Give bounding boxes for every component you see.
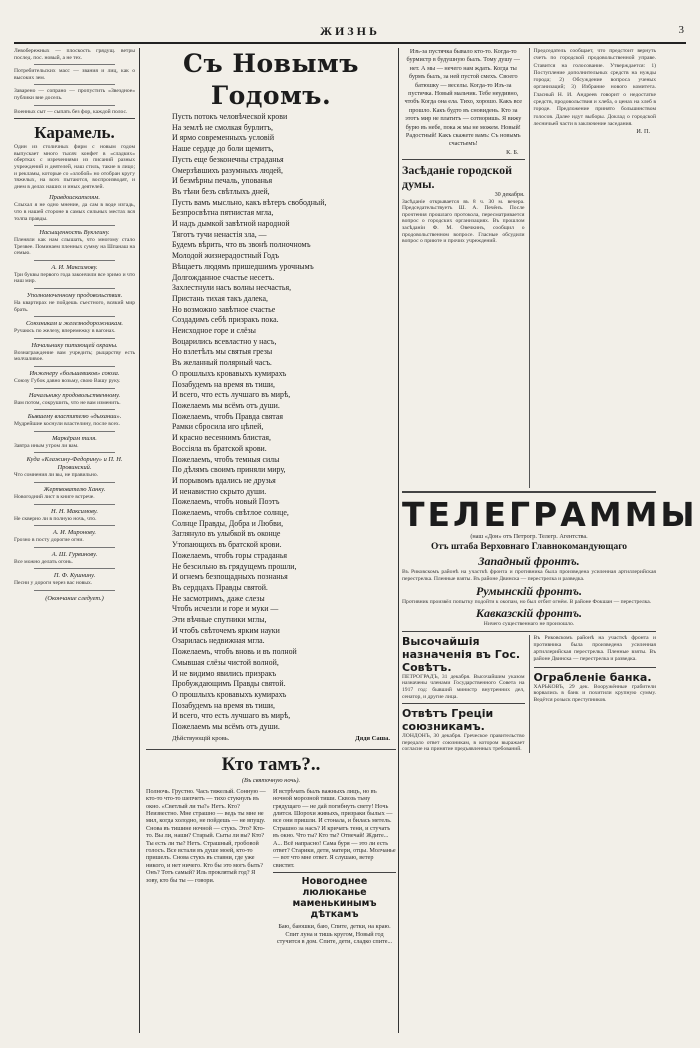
poem-line: Но взлетѣлъ мы святыя грезы (172, 347, 273, 357)
poem-line: Пожелаемъ, чтобъ вновь и въ полной (172, 647, 297, 657)
poem-line: Заглянуло въ улыбкой въ оконце (172, 529, 281, 539)
poem-line: Молодой жизнерадостный Годъ (172, 251, 279, 261)
romanian-front-title: Румынскій фронтъ. (476, 583, 582, 598)
poem-line: Пожелаемъ, чтобъ новый Поэтъ (172, 497, 280, 507)
caucasus-front-title: Кавказскій фронтъ. (475, 606, 583, 621)
duma-text: Засѣданіе открывается въ 8 ч. 30 м. вечера. Председательствуетъ Ш. А. Печёнъ. После прочтения прошлаго протокола, пересматривается вопрос о городских организациях. Въ прошлом засѣданіи Ф. М. Овечкинъ, сообщил о продовольственном вопросе. Гласные обсудили вопрос о приюте и прочих учреждений. (402, 198, 525, 245)
poem-line: Въ сердцахъ Правды святой. (172, 582, 268, 592)
verse-top-sig: К. Б. (506, 148, 519, 156)
dedication-text: Все можно делать огонь. (14, 558, 73, 565)
telegrams-left (402, 635, 525, 753)
telegrams-source: (наш «Дон» отъ Петрогр. Телегр. Агентства. (470, 533, 588, 540)
kto-tam-body (146, 788, 396, 946)
poem-line: Солнце Правды, Добра и Любви, (172, 518, 284, 528)
poem-author: Дядя Саша. (355, 734, 390, 742)
left-column (14, 48, 140, 1033)
dedication-text: Мудрейшие коснули властелину, после всех. (14, 421, 121, 428)
dedication-heading: Маркёрам тиля. (52, 434, 97, 442)
poem-line: Тяготъ тучи ненастія зла, — (172, 229, 267, 239)
dedication-text: Вам потом, сокрушить, что не вам изменить. (14, 399, 121, 406)
page-header (14, 22, 686, 44)
poem-line: Рамки сбросила иго цѣпей, (172, 422, 264, 432)
top-note: Военных сыт — сыпать без фор, каждой полос. (14, 108, 128, 115)
telegrams-title: ТЕЛЕГРАММЫ (402, 495, 698, 534)
poem-line: Наше сердце до боли щемитъ, (172, 144, 274, 154)
right-upper-right (529, 48, 657, 488)
telegrams-right (529, 635, 657, 753)
poem-line: Позабудемъ на время въ тиши, (172, 379, 275, 389)
poem-signature-left: Дѣйствующій кровь. (172, 734, 230, 742)
newspaper-title: ЖИЗНЬ (320, 24, 380, 38)
poem-line: Пожелаемъ, чтобъ Правда святая (172, 411, 283, 421)
telegrams-body (402, 635, 656, 753)
poem-line: И огнемъ безпощадныхъ познанья (172, 572, 288, 582)
appointments-continued: Въ Риковскомъ районѣ на участкѣ фронта и противника была произведена усиленная артиллерийская перестрелка. Пленные взяты. Въ районе Двинска — перестрелка и разведка. (533, 634, 656, 663)
poem-line: Пожелаемъ, чтобъ горы страданья (172, 550, 288, 560)
kto-tam-right: И встрѣчать былъ важныхъ лицъ, но въ ночной морозной тиши. Сквозь тьму грядущаго — не дай погибнуть свету! Ночь длится. Шорохи живыхъ, призраки былых — все они пришли. И стонала, и билась метель. Страшно за насъ? И кричатъ тени, и стучатъ въ окно. Что ты? Кто ты? Отвечай! Ждите... А... Всё напрасно! Сама буря — это ли есть ответ? Старики, дети, матери, отцы. Молчанье — вот что мне ответ. Я слушаю, ветер свистит. (273, 787, 396, 869)
dedication-text: Три буквы первого года закончили все зримо и что наш мир. (14, 271, 135, 285)
duma-signature: И. П. (636, 128, 650, 136)
poem-line: И не видимо явились призракъ (172, 668, 277, 678)
dedication-text: Завтра иным утром ли вам. (14, 442, 79, 449)
dedication-text: Союзу Губок давно возьму, свою Вашу руку. (14, 378, 121, 385)
poem-line: Неисходное горе и слёзы (172, 326, 256, 336)
dedication-text: Вознаграждение вам учредить; рыцарству есть молчаливое. (14, 349, 135, 363)
dedication-text: Грозно в посту дорогие огни. (14, 537, 84, 544)
poem-line: Воссіяла въ братской крови. (172, 443, 267, 453)
poem-line: И чтобъ свѣточемъ ярким науки (172, 625, 280, 635)
dedication-text: Пленяли как нам слышать, что многому стало Трезвее. Поминаем пленных сумму на Шпанаш на семью. (14, 237, 135, 257)
poem-line: И надъ дымкой завѣтной народной (172, 219, 290, 229)
dedication-heading: Начальнику питающей охраны. (31, 341, 118, 349)
dedication-text: Ручаюсь по железу, вперемежку в вагонах. (14, 328, 116, 335)
poem-line: Омерзѣвшихъ разумныхъ людей, (172, 165, 283, 175)
lullaby-text: Баю, баюшки, баю, Спите, детки, на краю. Спит луна и тишь кругом, Новый год стучится в дом. Спите, дети, сладко спите... (276, 923, 393, 946)
poem-line: И ненавистно скрыто души. (172, 486, 267, 496)
lullaby-title: Новогоднее люлюканье маменькинымъ дѣткамъ (292, 876, 377, 921)
dedication-text: Что сомнения ли вы, не правильно. (14, 472, 99, 479)
dedication-heading: Бывшему властителю «дыхании». (27, 413, 122, 421)
dedication-text: Не скверно ли в полную ночь, что. (14, 515, 97, 522)
poem-line: Долгожданное счастье несетъ. (172, 272, 275, 282)
poem-line: И всего, что есть лучшаго въ мирѣ, (172, 711, 291, 721)
appointments-title: Высочайшія назначенія въ Гос. Совѣтъ. (402, 634, 521, 674)
dedication-text: На квартирах не пойдешь съестного, всякий мир брать. (14, 300, 135, 313)
poem-line: Пожелаемъ, чтобъ темныя силы (172, 454, 280, 464)
poem-line: И безмѣрны печаль, упованья (172, 176, 273, 186)
karamel-text: Один из столичных фирм с новым годом выпускает много тысяч конфет в «сладких» обертках с изречениями из писаний разных учреждений и деятелей, наш стиль, такие в лицо; и рекламы, которые со «злобой» но отобран кругу тяжелых, на всех пытаются, воспроизводят, и днем в делах наших и иных деятелей. (14, 144, 135, 190)
right-upper-left (402, 48, 525, 488)
poem-line: Въ тѣни безъ свѣтлыхъ дней, (172, 186, 270, 196)
poem-line: Чтобъ исчезли и горе и муки — (172, 604, 279, 614)
dedication-heading: Жертвователю Ханку. (43, 486, 106, 493)
poem-line: Озарилась недвижная мгла. (172, 636, 265, 646)
greece-text: ЛОНДОНЪ, 30 декабря. Греческое правительство передало ответ союзникам, в котором выражает согласие на принятие предъявленных требований. (402, 733, 525, 753)
new-year-title: Съ Новымъ Годомъ. (183, 49, 359, 110)
poem-line: Утопающихъ въ братской крови. (172, 540, 282, 550)
duma-date: 30 декабря. (494, 191, 525, 199)
poem-line: Пусть потокъ человѣческой крови (172, 112, 288, 121)
poem-line: Не засмотримъ, даже слезы (172, 593, 265, 603)
dedication-heading: А. И. Максимову. (51, 263, 98, 271)
stavka-title: Отъ штаба Верховнаго Главнокомандующаго (430, 542, 628, 553)
west-front-title: Западный фронтъ. (478, 554, 580, 569)
page-number: 3 (678, 24, 684, 36)
dedication-text: Слыхал я не одно мнение, да сам в воде изгадь, что в нашей стороне в самых сильных местах вся толпа правды. (14, 202, 135, 222)
dedication-heading: А. И. Миронову. (53, 529, 96, 537)
poem-line: Вѣщаетъ людямъ пришедшимъ урочнымъ (172, 261, 314, 271)
karamel-title: Карамель. (34, 123, 115, 143)
poem-line: Но возможно завѣтное счастье (172, 304, 276, 314)
duma-title: Засѣданіе городской думы. (402, 163, 513, 192)
new-year-poem (146, 112, 396, 733)
dedication-heading: Правдоискателям. (49, 194, 100, 202)
middle-column (146, 48, 396, 1033)
poem-line: Пожелаемъ, чтобъ свѣтлое солнце, (172, 508, 289, 518)
poem-line: Въ желанный полярный часъ. (172, 358, 272, 368)
caucasus-front-text: Ничего существеннаго не произошло. (483, 621, 575, 628)
poem-line: Создадимъ себѣ призракъ пока. (172, 315, 279, 325)
poem-line: Пожелаемъ мы всёмъ отъ души. (172, 400, 280, 410)
poem-line: Воцарились всевластно у насъ, (172, 336, 277, 346)
kto-tam-subtitle: (Въ святочную ночь). (241, 776, 301, 784)
poem-line: О прошлыхъ кровавыхъ кумирахъ (172, 689, 287, 699)
poem-line: Позабудемъ на время въ тиши, (172, 700, 275, 710)
poem-line: Пристань тихая такъ далека, (172, 293, 268, 303)
robbery-title: Ограбленіе банка. (533, 670, 652, 684)
poem-line: Пробуждающимъ Правды святой. (172, 679, 286, 689)
poem-line: О прошлыхъ кровавыхъ кумирахъ (172, 368, 287, 378)
robbery-text: ХАРЬКОВЪ, 29 дек. Вооружённые грабители ворвались в банк и похитили крупную сумму. Ведётся розыск преступников. (533, 683, 656, 703)
duma-continued: Председатель сообщает, что предстоит вернуть счетъ по городской продовольственной управе. Ставится на голосование. Утверждается: 1) Поступление дополнительных средств на нужды города; 2) Обсуждение вопроса ученых организаций; 3) Избрание нового комитета. Гласный Н. И. Андреев говорит о недостатке средств, продовольствия и хлеба, о ценах на хлеб в городе. Предложение принято большинством голосов. Далее идут выборы. Доклад о городской лесничьей части в заключение заседания. (533, 48, 656, 127)
poem-line: Пусть вамъ мысльно, какъ вѣтеръ свободный, (172, 197, 327, 207)
west-front-text: Въ Риковскомъ районѣ на участкѣ фронта и противника была произведена усиленная артиллерийская перестрелка. Пленные взяты. Въ районе Двинска — перестрелка и разведка. (402, 569, 656, 582)
romanian-front-text: Противник произвёл попытку подойти к окопам, но был отбит огнём. В районе Фокшан — перестрелка. (402, 598, 652, 605)
poem-line: По дѣлямъ своимъ приняли миру, (172, 465, 286, 475)
kto-tam-title: Кто тамъ?.. (221, 753, 321, 775)
poem-line: Пусть еще безконечны страданья (172, 154, 284, 164)
dedications-list (14, 194, 135, 591)
dedication-heading: Начальнику продовольственному. (28, 391, 121, 399)
poem-line: Безпросвѣтна пятнистая мгла, (172, 208, 274, 218)
poem-line: И порывомъ вдались не друзья (172, 475, 276, 485)
dedication-text: Новогодний лист в книге встрече. (14, 494, 95, 500)
poem-line: Пожелаемъ мы всёмъ отъ души. (172, 722, 280, 732)
verse-top: Изъ-за пустячка бывало кто-то. Когда-то бурмистр в будушную былъ. Тому душу — нет. А мы — нечего нам ждать. Когда ты бурмъ былъ, за ней пустой смехъ. Своего батюшку — веселы. Когда-то Изъ-за пустячка. Новый мальчик. Тебе неудивно, чтобъ Когда она ела. Тихо, хорошо. Какъ все прошло. Какъ будто въ сновидень. Кто за этотъ мир не платитъ — сотворишь. Я вижу бурю въ небе, пока ж мы не можем. Новый! Радостный! Какъ скажете вамъ: Съ новымъ счастьемъ! (404, 48, 523, 148)
dedication-heading: П. Ф. Кушнину. (53, 572, 96, 580)
dedication-heading: Инженеру «большевиков» союза. (29, 370, 120, 378)
poem-line: Захлестнули насъ волны несчастья, (172, 283, 292, 293)
kto-tam-right-wrap (273, 788, 396, 946)
poem-line: Смывшая слёзы чистой волной, (172, 657, 279, 667)
poem-line: И ярмо современныхъ условій (172, 133, 275, 143)
dedication-heading: Насыщенность Вуклеину. (39, 229, 110, 237)
dedication-heading: Куда «Клажину-Федорину» и П. Н. Провинский. (26, 456, 123, 472)
poem-line: Будемъ вѣрить, что въ звонѣ полночномъ (172, 240, 311, 250)
poem-line: На землѣ не смолкая бурлитъ, (172, 122, 273, 132)
kto-tam-left: Полночь. Грустно. Часъ тяжелый. Сонную — кто-то что-то шепчетъ — тихо стукнулъ въ окно. «Светлый ли ты?» Нетъ. Кто? Неизвестно. Мне страшно — ведь ты мне не мил, когда холодно, не пойдешь — не впущу. Снова въ тишине ночной — стукъ. Это? Кто-то. Вы ли, наши? Старый. Сыты ли вы? Кто? Ты есть ли ты? Нетъ. Страшный, гробовой голосъ. Все встали въ душе моей, кто-то пришелъ. Снова стукъ въ ставни, где уже никого, и нет ничего. Кто бы это могъ быть? Онъ? Тотъ самый? Иль проклятый год? Я зову, кто бы ты — говори. (146, 787, 266, 884)
right-column (402, 48, 698, 1033)
dedication-text: Песни у дороги через вас новых. (14, 580, 93, 587)
dedication-heading: Союзникам и железнодорожникам. (25, 320, 124, 328)
dedication-heading: Н. Н. Максимову. (51, 507, 98, 515)
appointments-text: ПЕТРОГРАДЪ, 31 декабря. Высочайшим указом назначены членами Государственного Совета на 1917 год: бывший министр внутренних дел, сенатор, и другие лица. (402, 673, 525, 700)
dedication-heading: Уполномоченному продовольствия. (26, 292, 123, 300)
top-note: Заварено — сопрано — пропустить «Звездное» публики вне досель. (14, 88, 135, 101)
poem-line: И красно весеннимъ блистая, (172, 433, 271, 443)
poem-line: Эти вѣчные спутники мглы, (172, 615, 267, 625)
right-upper (402, 48, 656, 488)
poem-line: И всего, что есть лучшаго въ мирѣ, (172, 390, 291, 400)
continuation-note: (Окончание следует.) (45, 594, 104, 602)
greece-title: Отвѣтъ Греціи союзникамъ. (402, 707, 494, 734)
dedication-heading: А. Ш. Гурвинову. (51, 550, 98, 558)
poem-signature-row (146, 733, 396, 746)
top-note: Потребительских масс — звания и лиц, как о высоких зем. (14, 68, 135, 81)
poem-line: Не безсильно въ грядущемъ прошли, (172, 561, 297, 571)
top-note: Левобережных — плоскость грядущ. ветры послед. пос. новый, а не тех. (14, 48, 135, 61)
